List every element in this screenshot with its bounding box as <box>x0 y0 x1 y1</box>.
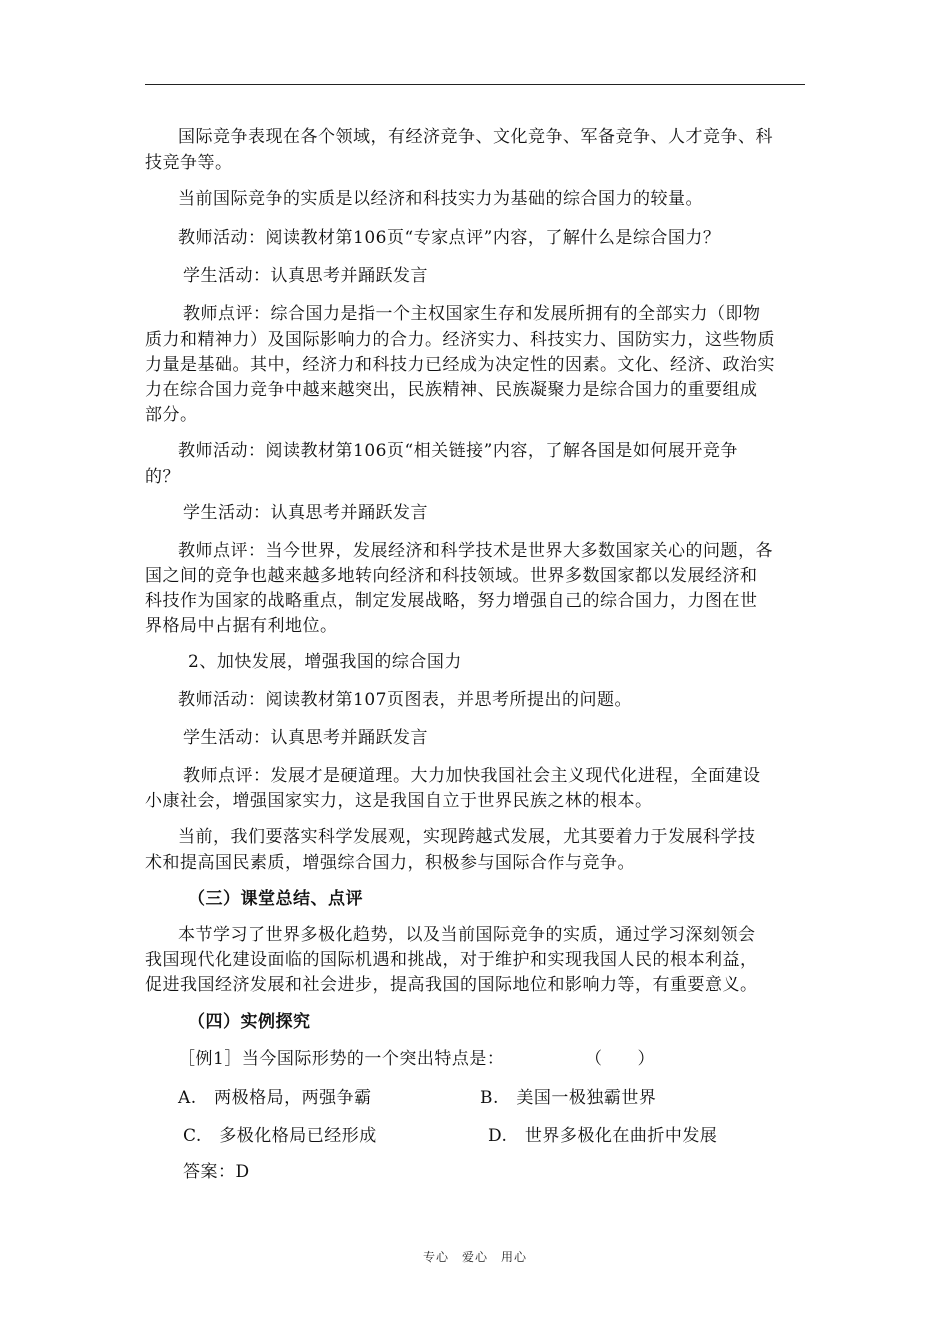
option-d: D. 世界多极化在曲折中发展 <box>488 1126 718 1146</box>
text-line: 当前，我们要落实科学发展观，实现跨越式发展，尤其要着力于发展科学技 <box>178 827 756 847</box>
text-line: 力在综合国力竞争中越来越突出，民族精神、民族凝聚力是综合国力的重要组成 <box>145 380 758 400</box>
text-line: 学生活动：认真思考并踊跃发言 <box>183 503 428 523</box>
text-line: 术和提高国民素质，增强综合国力，积极参与国际合作与竞争。 <box>145 853 635 873</box>
text-line: 促进我国经济发展和社会进步，提高我国的国际地位和影响力等，有重要意义。 <box>145 975 758 995</box>
header-rule <box>145 84 805 85</box>
section-heading: （三）课堂总结、点评 <box>188 889 363 909</box>
text-line: 质力和精神力）及国际影响力的合力。经济实力、科技实力、国防实力，这些物质 <box>145 330 775 350</box>
answer-line: 答案：D <box>183 1162 250 1182</box>
text-line: 我国现代化建设面临的国际机遇和挑战，对于维护和实现我国人民的根本利益， <box>145 950 758 970</box>
option-c: C. 多极化格局已经形成 <box>183 1126 377 1146</box>
text-line: 本节学习了世界多极化趋势，以及当前国际竞争的实质，通过学习深刻领会 <box>178 925 756 945</box>
text-line: 教师活动：阅读教材第107页图表，并思考所提出的问题。 <box>178 690 632 710</box>
text-line: 国际竞争表现在各个领域，有经济竞争、文化竞争、军备竞争、人才竞争、科 <box>178 127 773 147</box>
question-line: ［例1］当今国际形势的一个突出特点是： <box>178 1049 505 1069</box>
text-line: 国之间的竞争也越来越多地转向经济和科技领域。世界多数国家都以发展经济和 <box>145 566 758 586</box>
text-line: 教师活动：阅读教材第106页“相关链接”内容，了解各国是如何展开竞争 <box>178 441 738 461</box>
text-line: 学生活动：认真思考并踊跃发言 <box>183 728 428 748</box>
text-line: 教师活动：阅读教材第106页“专家点评”内容，了解什么是综合国力？ <box>178 228 721 248</box>
page-footer: 专心 爱心 用心 <box>422 1250 527 1264</box>
text-line: 小康社会，增强国家实力，这是我国自立于世界民族之林的根本。 <box>145 791 653 811</box>
text-line: 部分。 <box>145 405 198 425</box>
section-heading: 2、加快发展，增强我国的综合国力 <box>188 652 462 672</box>
text-line: 力量是基础。其中，经济力和科技力已经成为决定性的因素。文化、经济、政治实 <box>145 355 775 375</box>
text-line: 教师点评：当今世界，发展经济和科学技术是世界大多数国家关心的问题，各 <box>178 541 773 561</box>
section-heading: （四）实例探究 <box>188 1012 311 1032</box>
text-line: 当前国际竞争的实质是以经济和科技实力为基础的综合国力的较量。 <box>178 189 703 209</box>
option-b: B. 美国一极独霸世界 <box>480 1088 657 1108</box>
text-line: 科技作为国家的战略重点，制定发展战略，努力增强自己的综合国力，力图在世 <box>145 591 758 611</box>
text-line: 学生活动：认真思考并踊跃发言 <box>183 266 428 286</box>
text-line: 教师点评：综合国力是指一个主权国家生存和发展所拥有的全部实力（即物 <box>183 304 761 324</box>
option-a: A. 两极格局，两强争霸 <box>178 1088 372 1108</box>
text-line: 技竞争等。 <box>145 153 233 173</box>
answer-blank: （ ） <box>585 1049 655 1069</box>
text-line: 界格局中占据有利地位。 <box>145 616 338 636</box>
text-line: 教师点评：发展才是硬道理。大力加快我国社会主义现代化进程，全面建设 <box>183 766 761 786</box>
text-line: 的？ <box>145 467 180 487</box>
